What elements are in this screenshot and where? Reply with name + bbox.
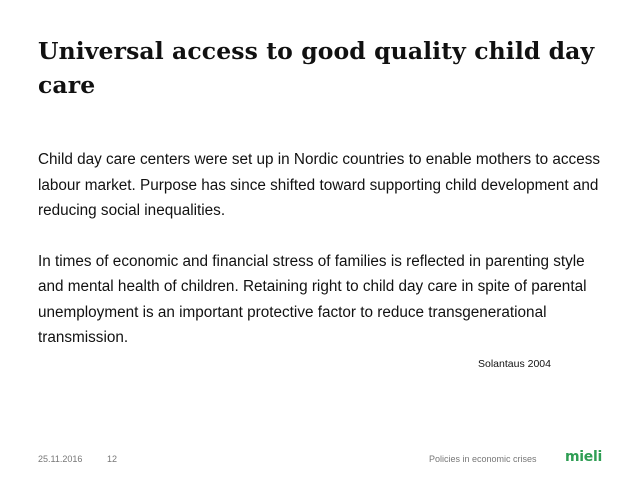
slide-title: Universal access to good quality child day care [38,37,595,99]
paragraph-economic-stress: In times of economic and financial stress of families is reflected in parenting style and mental health of children. Retaining right to child day care in spite of parental unemployment is an important protective factor to reduce transgenerational transmission. [38,252,587,346]
body-text [38,147,613,351]
paragraph-nordic-day-care: Child day care centers were set up in Nordic countries to enable mothers to access labour market. Purpose has since shifted toward supporting child development and reducing social inequalities. [38,151,601,219]
footer-date: 25.11.2016 [38,454,83,464]
citation: Solantaus 2004 [478,358,551,370]
footer-page-number: 12 [107,454,118,464]
footer-topic: Policies in economic crises [429,454,537,464]
mieli-logo: mieli [565,449,602,465]
